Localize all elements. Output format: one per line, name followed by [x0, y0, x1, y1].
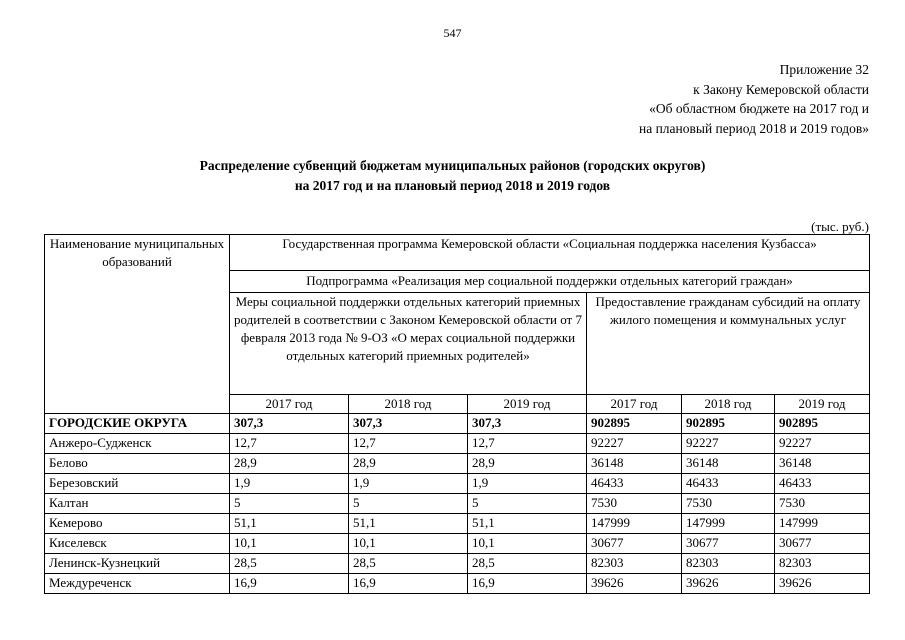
program-header: Государственная программа Кемеровской области «Социальная поддержка населения Кузбасса»: [230, 235, 870, 271]
value-cell: 82303: [682, 554, 775, 574]
value-cell: 12,7: [349, 434, 468, 454]
value-cell: 51,1: [230, 514, 349, 534]
foster-parents-group-header: Меры социальной поддержки отдельных категорий приемных родителей в соответствии с Законом Кемеровской области от 7 февраля 2013 года № 9-ОЗ «О мерах социальной поддержки отдельных категорий приемных родителей»: [230, 293, 587, 395]
table-row: [45, 514, 870, 534]
value-cell: 28,9: [230, 454, 349, 474]
appendix-line: Приложение 32: [779, 62, 869, 77]
year-header: 2018 год: [682, 395, 775, 414]
value-cell: 147999: [775, 514, 870, 534]
value-cell: 82303: [775, 554, 870, 574]
municipality-name-cell: Белово: [45, 454, 230, 474]
value-cell: 92227: [587, 434, 682, 454]
appendix-block: [639, 60, 869, 138]
municipality-name-cell: ГОРОДСКИЕ ОКРУГА: [45, 414, 230, 434]
value-cell: 28,5: [230, 554, 349, 574]
value-cell: 7530: [775, 494, 870, 514]
value-cell: 28,9: [349, 454, 468, 474]
housing-subsidy-group-header: Предоставление гражданам субсидий на оплату жилого помещения и коммунальных услуг: [587, 293, 870, 395]
title-line: на 2017 год и на плановый период 2018 и 2019 годов: [294, 177, 611, 193]
year-header: 2017 год: [230, 395, 349, 414]
municipality-name-cell: Киселевск: [45, 534, 230, 554]
value-cell: 7530: [587, 494, 682, 514]
municipality-name-cell: Калтан: [45, 494, 230, 514]
value-cell: 5: [349, 494, 468, 514]
appendix-line: на плановый период 2018 и 2019 годов»: [638, 120, 869, 136]
value-cell: 82303: [587, 554, 682, 574]
municipality-name-cell: Анжеро-Судженск: [45, 434, 230, 454]
table-row: [45, 574, 870, 594]
value-cell: 307,3: [230, 414, 349, 434]
units-label: (тыс. руб.): [811, 219, 869, 234]
appendix-line: к Закону Кемеровской области: [693, 81, 869, 97]
value-cell: 16,9: [468, 574, 587, 594]
name-column-header: Наименование муниципальных образований: [45, 235, 230, 414]
subprogram-header: Подпрограмма «Реализация мер социальной поддержки отдельных категорий граждан»: [230, 271, 870, 293]
value-cell: 51,1: [468, 514, 587, 534]
year-header: 2018 год: [349, 395, 468, 414]
value-cell: 307,3: [349, 414, 468, 434]
value-cell: 1,9: [468, 474, 587, 494]
value-cell: 147999: [587, 514, 682, 534]
value-cell: 92227: [775, 434, 870, 454]
value-cell: 30677: [682, 534, 775, 554]
document-title: [0, 156, 905, 195]
value-cell: 30677: [775, 534, 870, 554]
value-cell: 36148: [682, 454, 775, 474]
value-cell: 147999: [682, 514, 775, 534]
year-header: 2019 год: [775, 395, 870, 414]
table-row: [45, 534, 870, 554]
value-cell: 12,7: [468, 434, 587, 454]
year-header: 2019 год: [468, 395, 587, 414]
value-cell: 10,1: [349, 534, 468, 554]
value-cell: 902895: [775, 414, 870, 434]
value-cell: 16,9: [230, 574, 349, 594]
year-header: 2017 год: [587, 395, 682, 414]
title-line: Распределение субвенций бюджетам муниципальных районов (городских округов): [199, 158, 706, 173]
value-cell: 36148: [775, 454, 870, 474]
value-cell: 16,9: [349, 574, 468, 594]
value-cell: 5: [468, 494, 587, 514]
value-cell: 28,5: [468, 554, 587, 574]
table-row: [45, 434, 870, 454]
value-cell: 28,9: [468, 454, 587, 474]
table-row: [45, 554, 870, 574]
value-cell: 51,1: [349, 514, 468, 534]
value-cell: 46433: [775, 474, 870, 494]
value-cell: 39626: [587, 574, 682, 594]
table-row: [45, 414, 870, 434]
value-cell: 1,9: [230, 474, 349, 494]
municipality-name-cell: Ленинск-Кузнецкий: [45, 554, 230, 574]
value-cell: 7530: [682, 494, 775, 514]
municipality-name-cell: Березовский: [45, 474, 230, 494]
value-cell: 5: [230, 494, 349, 514]
value-cell: 1,9: [349, 474, 468, 494]
value-cell: 46433: [587, 474, 682, 494]
value-cell: 307,3: [468, 414, 587, 434]
page-number: 547: [443, 26, 462, 40]
value-cell: 28,5: [349, 554, 468, 574]
value-cell: 36148: [587, 454, 682, 474]
value-cell: 39626: [682, 574, 775, 594]
value-cell: 902895: [587, 414, 682, 434]
value-cell: 10,1: [468, 534, 587, 554]
value-cell: 902895: [682, 414, 775, 434]
value-cell: 30677: [587, 534, 682, 554]
appendix-line: «Об областном бюджете на 2017 год и: [649, 101, 869, 116]
table-row: [45, 474, 870, 494]
municipality-name-cell: Междуреченск: [45, 574, 230, 594]
value-cell: 39626: [775, 574, 870, 594]
table-row: [45, 454, 870, 474]
subsidy-table: [44, 234, 870, 594]
municipality-name-cell: Кемерово: [45, 514, 230, 534]
value-cell: 46433: [682, 474, 775, 494]
value-cell: 92227: [682, 434, 775, 454]
table-row: [45, 494, 870, 514]
value-cell: 10,1: [230, 534, 349, 554]
value-cell: 12,7: [230, 434, 349, 454]
